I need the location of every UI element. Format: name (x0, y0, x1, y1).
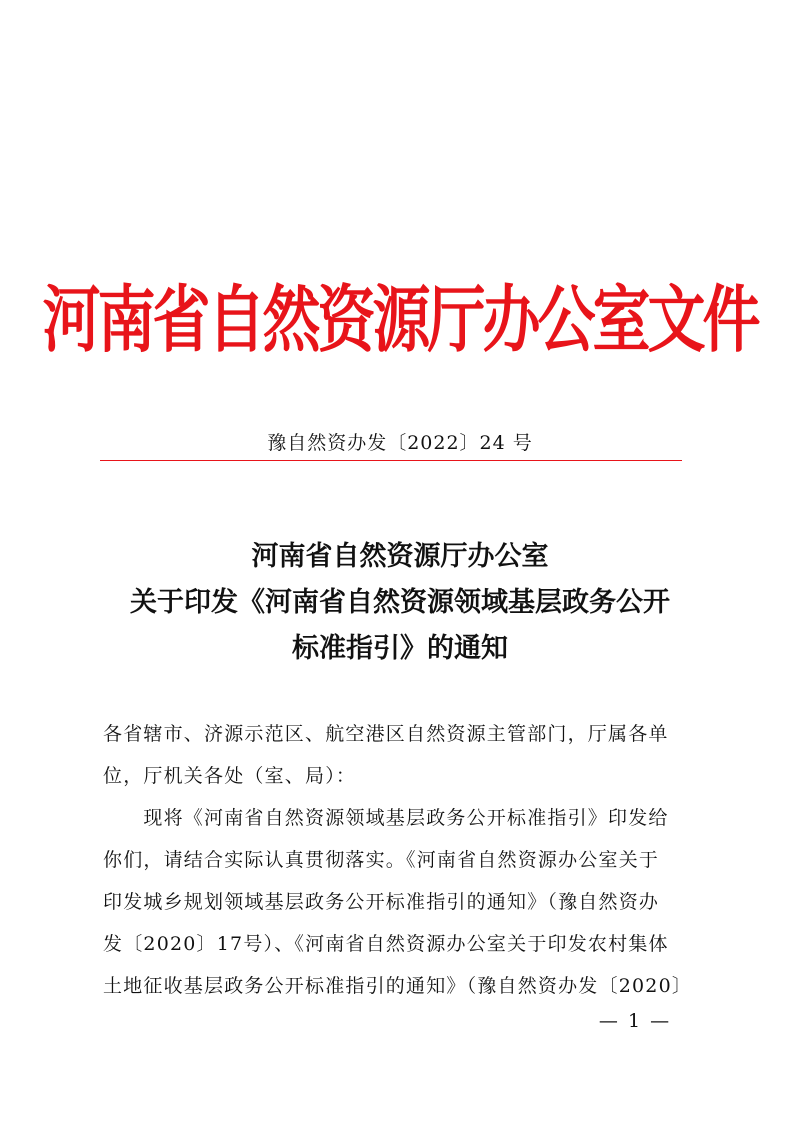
notice-title-line: 标准指引》的通知 (292, 633, 508, 664)
body-line: 现将《河南省自然资源领域基层政务公开标准指引》印发给 (103, 807, 669, 829)
page-number: — 1 — (598, 1010, 672, 1032)
body-line: 印发城乡规划领域基层政务公开标准指引的通知》（豫自然资办 (103, 891, 660, 913)
body-line: 发〔2020〕17号）、《河南省自然资源办公室关于印发农村集体 (103, 933, 669, 955)
body-line: 各省辖市、济源示范区、航空港区自然资源主管部门，厅属各单 (103, 723, 669, 745)
body-line: 位，厅机关各处（室、局）： (103, 765, 357, 787)
notice-title-line: 河南省自然资源厅办公室 (251, 541, 549, 572)
notice-body (103, 713, 703, 1007)
notice-title (90, 534, 710, 672)
notice-title-line: 关于印发《河南省自然资源领域基层政务公开 (130, 587, 670, 618)
body-line: 土地征收基层政务公开标准指引的通知》（豫自然资办发〔2020〕 (103, 975, 693, 997)
document-number: 豫自然资办发〔2022〕24 号 (267, 432, 533, 454)
document-header-title: 河南省自然资源厅办公室文件 (42, 277, 758, 363)
body-line: 你们，请结合实际认真贯彻落实。《河南省自然资源办公室关于 (103, 849, 660, 871)
red-divider-line (100, 460, 682, 461)
